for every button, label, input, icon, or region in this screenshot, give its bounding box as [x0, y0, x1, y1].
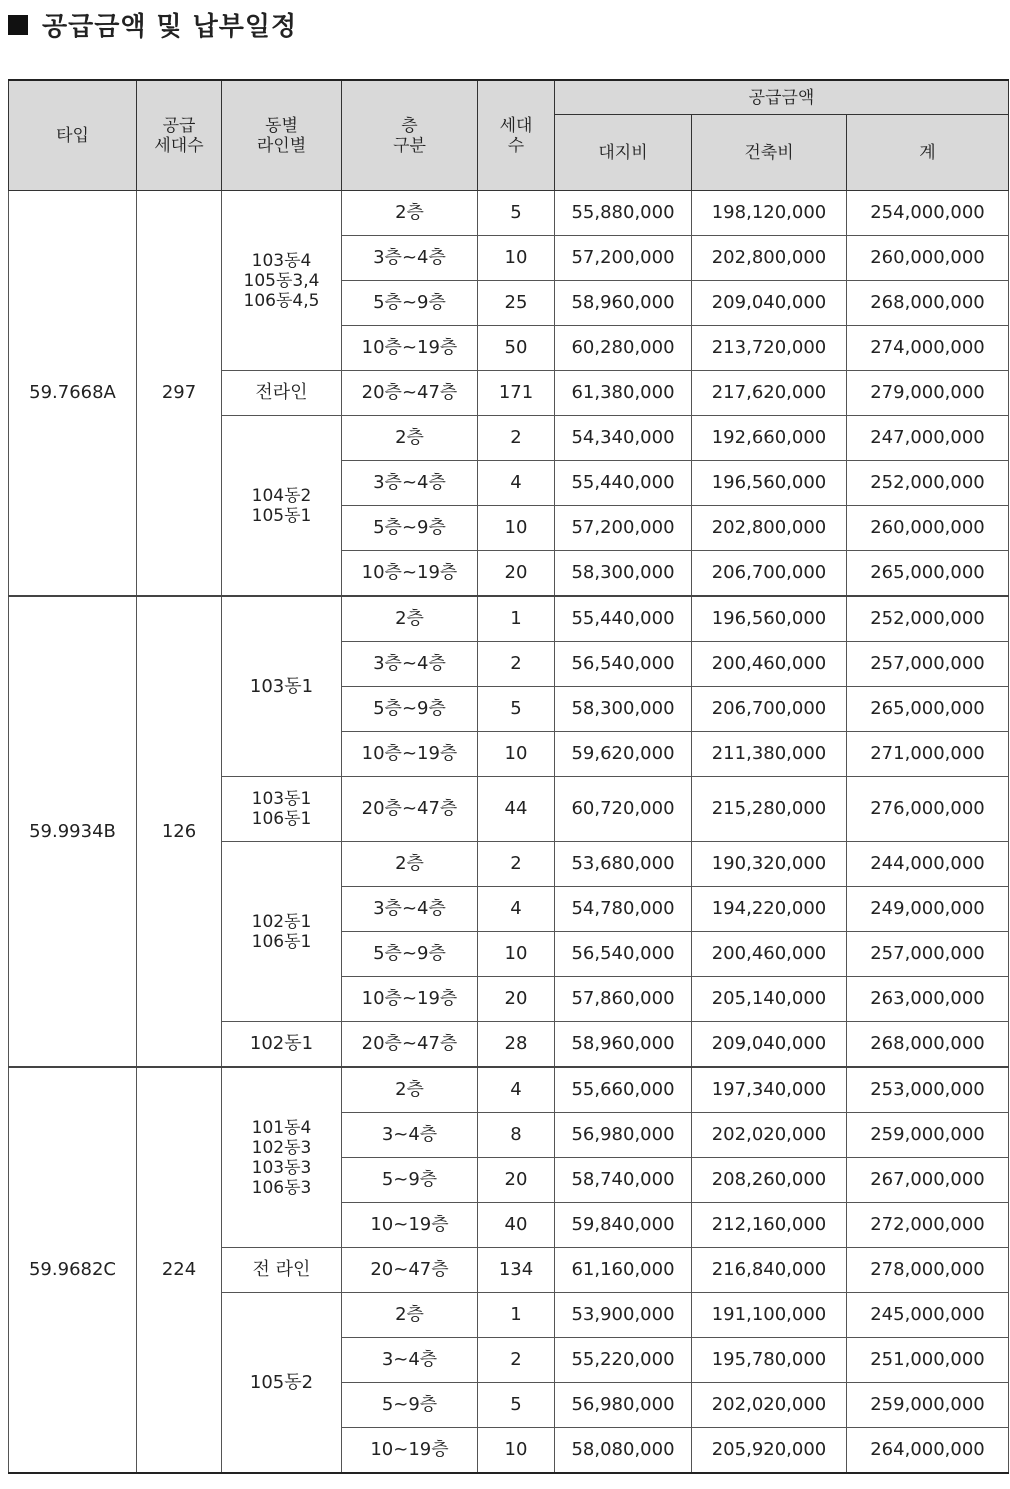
floor-cell: 10~19층: [342, 1203, 478, 1248]
total-cell: 267,000,000: [847, 1158, 1009, 1203]
building-line-cell: [222, 596, 342, 777]
total-cell: 257,000,000: [847, 642, 1009, 687]
households-cell: 44: [478, 777, 555, 842]
households-cell: 5: [478, 687, 555, 732]
total-cell: 279,000,000: [847, 371, 1009, 416]
floor-cell: 5층~9층: [342, 932, 478, 977]
building-line-cell: [222, 1067, 342, 1248]
building-line-cell: [222, 842, 342, 1022]
header-building-line: 동별 라인별: [222, 80, 342, 191]
households-cell: 134: [478, 1248, 555, 1293]
construction-cost-cell: 190,320,000: [692, 842, 847, 887]
floor-cell: 3층~4층: [342, 887, 478, 932]
construction-cost-cell: 212,160,000: [692, 1203, 847, 1248]
table-row: [9, 1067, 1009, 1113]
building-line-label: 105동1: [251, 505, 312, 526]
header-total: 계: [847, 115, 1009, 191]
total-cell: 252,000,000: [847, 461, 1009, 506]
type-cell: 59.9934B: [9, 596, 137, 1067]
land-cost-cell: 57,200,000: [555, 506, 692, 551]
table-row: [9, 596, 1009, 642]
total-cell: 259,000,000: [847, 1113, 1009, 1158]
land-cost-cell: 56,980,000: [555, 1113, 692, 1158]
header-supply-units: 공급 세대수: [137, 80, 222, 191]
land-cost-cell: 58,300,000: [555, 551, 692, 597]
construction-cost-cell: 200,460,000: [692, 642, 847, 687]
building-line-label: 102동1: [249, 1033, 314, 1054]
construction-cost-cell: 195,780,000: [692, 1338, 847, 1383]
construction-cost-cell: 202,020,000: [692, 1113, 847, 1158]
households-cell: 10: [478, 732, 555, 777]
total-cell: 276,000,000: [847, 777, 1009, 842]
header-floor: 층 구분: [342, 80, 478, 191]
floor-cell: 10층~19층: [342, 732, 478, 777]
households-cell: 171: [478, 371, 555, 416]
header-supply-price: 공급금액: [555, 80, 1009, 115]
land-cost-cell: 60,720,000: [555, 777, 692, 842]
households-cell: 2: [478, 1338, 555, 1383]
total-cell: 265,000,000: [847, 551, 1009, 597]
floor-cell: 3~4층: [342, 1113, 478, 1158]
building-line-cell: [222, 416, 342, 597]
total-cell: 260,000,000: [847, 236, 1009, 281]
construction-cost-cell: 202,800,000: [692, 236, 847, 281]
construction-cost-cell: 194,220,000: [692, 887, 847, 932]
households-cell: 1: [478, 596, 555, 642]
construction-cost-cell: 206,700,000: [692, 687, 847, 732]
floor-cell: 3~4층: [342, 1338, 478, 1383]
total-cell: 259,000,000: [847, 1383, 1009, 1428]
total-cell: 274,000,000: [847, 326, 1009, 371]
households-cell: 2: [478, 642, 555, 687]
households-cell: 10: [478, 236, 555, 281]
land-cost-cell: 58,740,000: [555, 1158, 692, 1203]
header-land-cost: 대지비: [555, 115, 692, 191]
households-cell: 20: [478, 1158, 555, 1203]
households-cell: 10: [478, 932, 555, 977]
building-line-label: 전라인: [255, 382, 308, 403]
total-cell: 251,000,000: [847, 1338, 1009, 1383]
construction-cost-cell: 209,040,000: [692, 1022, 847, 1068]
land-cost-cell: 57,860,000: [555, 977, 692, 1022]
floor-cell: 2층: [342, 1067, 478, 1113]
table-row: [9, 191, 1009, 236]
floor-cell: 5층~9층: [342, 506, 478, 551]
households-cell: 25: [478, 281, 555, 326]
building-line-label: 102동1: [251, 911, 312, 932]
square-bullet-icon: [8, 15, 28, 35]
total-cell: 278,000,000: [847, 1248, 1009, 1293]
construction-cost-cell: 197,340,000: [692, 1067, 847, 1113]
land-cost-cell: 54,340,000: [555, 416, 692, 461]
building-line-cell: [222, 777, 342, 842]
floor-cell: 20~47층: [342, 1248, 478, 1293]
building-line-cell: [222, 1293, 342, 1474]
page-title-text: 공급금액 및 납부일정: [42, 12, 298, 42]
land-cost-cell: 56,540,000: [555, 642, 692, 687]
floor-cell: 5~9층: [342, 1383, 478, 1428]
floor-cell: 2층: [342, 842, 478, 887]
total-cell: 245,000,000: [847, 1293, 1009, 1338]
building-line-label: 101동4: [251, 1117, 312, 1138]
land-cost-cell: 58,300,000: [555, 687, 692, 732]
supply-units-cell: 297: [137, 191, 222, 597]
building-line-cell: [222, 191, 342, 371]
floor-cell: 3층~4층: [342, 236, 478, 281]
construction-cost-cell: 217,620,000: [692, 371, 847, 416]
building-line-label: 106동3: [251, 1177, 312, 1198]
header-construction-cost: 건축비: [692, 115, 847, 191]
floor-cell: 2층: [342, 191, 478, 236]
total-cell: 249,000,000: [847, 887, 1009, 932]
building-line-cell: [222, 1248, 342, 1293]
supply-units-cell: 224: [137, 1067, 222, 1473]
floor-cell: 20층~47층: [342, 1022, 478, 1068]
floor-cell: 10층~19층: [342, 977, 478, 1022]
land-cost-cell: 58,960,000: [555, 281, 692, 326]
households-cell: 4: [478, 887, 555, 932]
construction-cost-cell: 202,020,000: [692, 1383, 847, 1428]
header-type: 타입: [9, 80, 137, 191]
floor-cell: 5층~9층: [342, 687, 478, 732]
floor-cell: 3층~4층: [342, 461, 478, 506]
floor-cell: 5층~9층: [342, 281, 478, 326]
households-cell: 4: [478, 1067, 555, 1113]
households-cell: 10: [478, 1428, 555, 1474]
total-cell: 265,000,000: [847, 687, 1009, 732]
land-cost-cell: 58,960,000: [555, 1022, 692, 1068]
households-cell: 28: [478, 1022, 555, 1068]
land-cost-cell: 56,980,000: [555, 1383, 692, 1428]
page-title: [8, 6, 297, 43]
households-cell: 2: [478, 842, 555, 887]
households-cell: 20: [478, 551, 555, 597]
construction-cost-cell: 206,700,000: [692, 551, 847, 597]
type-cell: 59.9682C: [9, 1067, 137, 1473]
total-cell: 271,000,000: [847, 732, 1009, 777]
construction-cost-cell: 202,800,000: [692, 506, 847, 551]
floor-cell: 2층: [342, 1293, 478, 1338]
land-cost-cell: 59,840,000: [555, 1203, 692, 1248]
total-cell: 244,000,000: [847, 842, 1009, 887]
building-line-label: 106동1: [251, 931, 312, 952]
total-cell: 257,000,000: [847, 932, 1009, 977]
total-cell: 263,000,000: [847, 977, 1009, 1022]
land-cost-cell: 58,080,000: [555, 1428, 692, 1474]
total-cell: 268,000,000: [847, 1022, 1009, 1068]
construction-cost-cell: 211,380,000: [692, 732, 847, 777]
construction-cost-cell: 205,920,000: [692, 1428, 847, 1474]
building-line-cell: [222, 371, 342, 416]
building-line-label: 전 라인: [252, 1259, 311, 1280]
building-line-label: 106동4,5: [243, 290, 320, 311]
floor-cell: 2층: [342, 596, 478, 642]
building-line-label: 103동1: [249, 675, 314, 697]
land-cost-cell: 53,900,000: [555, 1293, 692, 1338]
building-line-label: 106동1: [251, 809, 312, 829]
type-cell: 59.7668A: [9, 191, 137, 597]
total-cell: 272,000,000: [847, 1203, 1009, 1248]
building-line-label: 102동3: [251, 1137, 312, 1158]
building-line-label: 104동2: [251, 485, 312, 506]
floor-cell: 2층: [342, 416, 478, 461]
land-cost-cell: 57,200,000: [555, 236, 692, 281]
table-body: [9, 191, 1009, 1474]
households-cell: 5: [478, 1383, 555, 1428]
floor-cell: 10층~19층: [342, 551, 478, 597]
land-cost-cell: 56,540,000: [555, 932, 692, 977]
total-cell: 253,000,000: [847, 1067, 1009, 1113]
land-cost-cell: 55,440,000: [555, 596, 692, 642]
land-cost-cell: 59,620,000: [555, 732, 692, 777]
land-cost-cell: 53,680,000: [555, 842, 692, 887]
building-line-label: 103동1: [251, 789, 312, 809]
land-cost-cell: 60,280,000: [555, 326, 692, 371]
construction-cost-cell: 209,040,000: [692, 281, 847, 326]
total-cell: 268,000,000: [847, 281, 1009, 326]
land-cost-cell: 54,780,000: [555, 887, 692, 932]
households-cell: 5: [478, 191, 555, 236]
supply-units-cell: 126: [137, 596, 222, 1067]
total-cell: 264,000,000: [847, 1428, 1009, 1474]
construction-cost-cell: 191,100,000: [692, 1293, 847, 1338]
building-line-cell: [222, 1022, 342, 1068]
households-cell: 2: [478, 416, 555, 461]
land-cost-cell: 61,160,000: [555, 1248, 692, 1293]
households-cell: 4: [478, 461, 555, 506]
construction-cost-cell: 196,560,000: [692, 461, 847, 506]
building-line-label: 103동3: [251, 1157, 312, 1178]
header-households: 세대 수: [478, 80, 555, 191]
building-line-label: 105동2: [249, 1371, 314, 1393]
construction-cost-cell: 196,560,000: [692, 596, 847, 642]
total-cell: 254,000,000: [847, 191, 1009, 236]
floor-cell: 5~9층: [342, 1158, 478, 1203]
floor-cell: 10층~19층: [342, 326, 478, 371]
land-cost-cell: 55,880,000: [555, 191, 692, 236]
construction-cost-cell: 216,840,000: [692, 1248, 847, 1293]
total-cell: 247,000,000: [847, 416, 1009, 461]
total-cell: 252,000,000: [847, 596, 1009, 642]
floor-cell: 3층~4층: [342, 642, 478, 687]
households-cell: 1: [478, 1293, 555, 1338]
construction-cost-cell: 192,660,000: [692, 416, 847, 461]
floor-cell: 20층~47층: [342, 371, 478, 416]
total-cell: 260,000,000: [847, 506, 1009, 551]
households-cell: 20: [478, 977, 555, 1022]
land-cost-cell: 61,380,000: [555, 371, 692, 416]
land-cost-cell: 55,440,000: [555, 461, 692, 506]
households-cell: 8: [478, 1113, 555, 1158]
households-cell: 10: [478, 506, 555, 551]
construction-cost-cell: 198,120,000: [692, 191, 847, 236]
construction-cost-cell: 205,140,000: [692, 977, 847, 1022]
construction-cost-cell: 200,460,000: [692, 932, 847, 977]
construction-cost-cell: 208,260,000: [692, 1158, 847, 1203]
building-line-label: 105동3,4: [243, 270, 320, 291]
construction-cost-cell: 215,280,000: [692, 777, 847, 842]
households-cell: 50: [478, 326, 555, 371]
supply-price-table: [8, 79, 1009, 1474]
households-cell: 40: [478, 1203, 555, 1248]
land-cost-cell: 55,660,000: [555, 1067, 692, 1113]
land-cost-cell: 55,220,000: [555, 1338, 692, 1383]
building-line-label: 103동4: [251, 250, 312, 271]
floor-cell: 20층~47층: [342, 777, 478, 842]
floor-cell: 10~19층: [342, 1428, 478, 1474]
construction-cost-cell: 213,720,000: [692, 326, 847, 371]
